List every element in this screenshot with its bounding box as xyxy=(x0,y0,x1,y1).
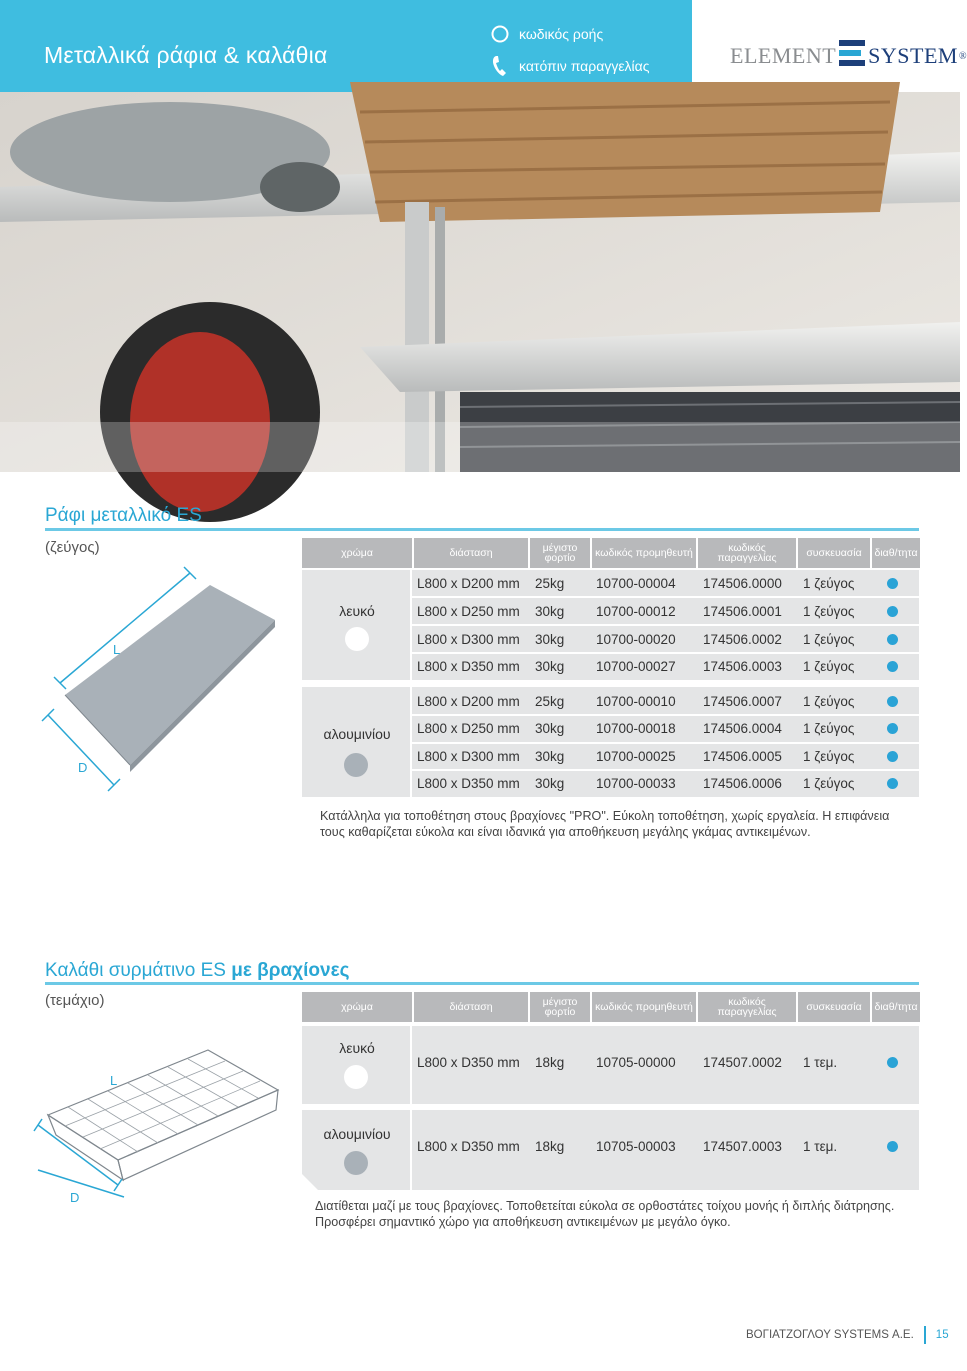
brand-left-text: ELEMENT xyxy=(730,43,837,68)
availability-dot-icon xyxy=(872,1141,912,1152)
hero-photo xyxy=(0,92,960,472)
basket-section-rule xyxy=(45,982,919,985)
cell-packaging: 1 ζεύγος xyxy=(803,603,855,619)
color-label-aluminium: αλουμινίου xyxy=(323,726,391,742)
col-dimension: διάσταση xyxy=(414,538,528,568)
col-order-code: κωδικός παραγγελίας xyxy=(698,992,796,1022)
page-footer xyxy=(746,1326,949,1344)
shelf-table-header xyxy=(302,538,922,568)
color-label-white: λευκό xyxy=(339,1040,375,1056)
cell-load: 30kg xyxy=(535,720,565,736)
basket-drawing xyxy=(28,1035,288,1220)
basket-description-line: Προσφέρει σημαντικό χώρο για αποθήκευση αντικειμένων με μεγάλο όγκο. xyxy=(315,1215,731,1229)
cell-supplier-code: 10700-00012 xyxy=(596,603,676,619)
shelf-section-rule xyxy=(45,528,919,531)
cell-order-code: 174507.0003 xyxy=(703,1138,782,1154)
cell-supplier-code: 10700-00004 xyxy=(596,575,676,591)
dimension-label-l: L xyxy=(113,642,121,657)
legend-label: κωδικός ροής xyxy=(519,26,604,42)
color-swatch-white xyxy=(345,627,369,651)
cell-load: 25kg xyxy=(535,693,565,709)
table-row xyxy=(412,1049,912,1075)
dimension-label-d: D xyxy=(70,1190,80,1205)
basket-description-line: Διατίθεται μαζί με τους βραχίονες. Τοποθετείται εύκολα σε ορθοστάτες τοίχου μονής ή διπλής διάτρησης. xyxy=(315,1199,895,1213)
basket-section-title xyxy=(45,960,350,982)
cell-dimension: L800 x D200 mm xyxy=(417,575,520,591)
col-max-load: μέγιστο φορτίο xyxy=(530,992,590,1022)
table-row xyxy=(412,1133,912,1159)
cell-load: 30kg xyxy=(535,631,565,647)
cell-supplier-code: 10700-00025 xyxy=(596,748,676,764)
brand-mark-icon xyxy=(839,38,865,74)
table-row xyxy=(412,598,912,624)
basket-unit-note: (τεμάχιο) xyxy=(45,992,105,1009)
table-row xyxy=(412,688,912,714)
cell-dimension: L800 x D250 mm xyxy=(417,720,520,736)
cell-supplier-code: 10700-00027 xyxy=(596,658,676,674)
cell-supplier-code: 10700-00020 xyxy=(596,631,676,647)
cell-packaging: 1 τεμ. xyxy=(803,1054,838,1070)
cell-packaging: 1 ζεύγος xyxy=(803,720,855,736)
shelf-unit-note: (ζεύγος) xyxy=(45,539,100,556)
cell-dimension: L800 x D350 mm xyxy=(417,775,520,791)
cell-load: 30kg xyxy=(535,775,565,791)
availability-dot-icon xyxy=(872,661,912,672)
cell-dimension: L800 x D250 mm xyxy=(417,603,520,619)
table-row xyxy=(412,715,912,741)
basket-description xyxy=(315,1198,915,1230)
availability-dot-icon xyxy=(872,634,912,645)
color-swatch-white xyxy=(344,1065,368,1089)
shelf-drawing xyxy=(30,565,290,800)
cell-order-code: 174506.0003 xyxy=(703,658,782,674)
dimension-label-d: D xyxy=(78,760,88,775)
cell-supplier-code: 10705-00003 xyxy=(596,1138,676,1154)
cell-packaging: 1 ζεύγος xyxy=(803,658,855,674)
cell-packaging: 1 ζεύγος xyxy=(803,693,855,709)
cell-load: 18kg xyxy=(535,1054,565,1070)
table-row xyxy=(412,653,912,679)
col-max-load: μέγιστο φορτίο xyxy=(530,538,590,568)
availability-dot-icon xyxy=(872,578,912,589)
shelf-description xyxy=(320,808,920,840)
cell-load: 30kg xyxy=(535,603,565,619)
cell-packaging: 1 ζεύγος xyxy=(803,775,855,791)
cell-dimension: L800 x D350 mm xyxy=(417,1138,520,1154)
basket-title-plain: Καλάθι συρμάτινο ES xyxy=(45,960,232,981)
col-supplier-code: κωδικός προμηθευτή xyxy=(592,992,696,1022)
cell-order-code: 174506.0006 xyxy=(703,775,782,791)
col-dimension: διάσταση xyxy=(414,992,528,1022)
brand-registered: ® xyxy=(958,50,967,62)
legend-on-order xyxy=(490,54,650,78)
cell-supplier-code: 10700-00010 xyxy=(596,693,676,709)
basket-title-bold: με βραχίονες xyxy=(231,960,350,981)
cell-order-code: 174506.0004 xyxy=(703,720,782,736)
cell-supplier-code: 10705-00000 xyxy=(596,1054,676,1070)
table-row xyxy=(412,570,912,596)
cell-packaging: 1 τεμ. xyxy=(803,1138,838,1154)
color-label-white: λευκό xyxy=(339,603,375,619)
legend-label: κατόπιν παραγγελίας xyxy=(519,58,650,74)
cell-dimension: L800 x D300 mm xyxy=(417,631,520,647)
availability-dot-icon xyxy=(872,778,912,789)
color-label-aluminium: αλουμινίου xyxy=(323,1126,391,1142)
dimension-label-l: L xyxy=(110,1073,118,1088)
cell-order-code: 174506.0000 xyxy=(703,575,782,591)
availability-dot-icon xyxy=(872,723,912,734)
page-number: 15 xyxy=(924,1326,949,1344)
cell-load: 18kg xyxy=(535,1138,565,1154)
cell-order-code: 174506.0005 xyxy=(703,748,782,764)
col-color: χρώμα xyxy=(302,538,412,568)
col-availability: διαθ/τητα xyxy=(872,538,920,568)
availability-dot-icon xyxy=(872,1057,912,1068)
col-supplier-code: κωδικός προμηθευτή xyxy=(592,538,696,568)
cell-dimension: L800 x D350 mm xyxy=(417,1054,520,1070)
circle-outline-icon xyxy=(490,22,510,46)
availability-dot-icon xyxy=(872,606,912,617)
cell-load: 25kg xyxy=(535,575,565,591)
cell-order-code: 174506.0001 xyxy=(703,603,782,619)
col-order-code: κωδικός παραγγελίας xyxy=(698,538,796,568)
cell-dimension: L800 x D200 mm xyxy=(417,693,520,709)
shelf-description-line: τους καθαρίζεται εύκολα και είναι ιδανικά για αποθήκευση μεγάλης γκάμας αντικειμένων. xyxy=(320,825,811,839)
phone-icon xyxy=(490,54,510,78)
cell-supplier-code: 10700-00018 xyxy=(596,720,676,736)
cell-order-code: 174506.0002 xyxy=(703,631,782,647)
cell-supplier-code: 10700-00033 xyxy=(596,775,676,791)
cell-load: 30kg xyxy=(535,748,565,764)
brand-logo xyxy=(730,38,967,74)
cell-dimension: L800 x D350 mm xyxy=(417,658,520,674)
color-swatch-aluminium xyxy=(344,753,368,777)
footer-company: ΒΟΓΙΑΤΖΟΓΛΟΥ SYSTEMS Α.Ε. xyxy=(746,1329,914,1341)
availability-dot-icon xyxy=(872,751,912,762)
table-row xyxy=(412,743,912,769)
col-packaging: συσκευασία xyxy=(798,538,870,568)
shelf-description-line: Κατάλληλα για τοποθέτηση στους βραχίονες "PRO". Εύκολη τοποθέτηση, χωρίς εργαλεία. Η επιφάνεια xyxy=(320,809,890,823)
cell-order-code: 174506.0007 xyxy=(703,693,782,709)
cell-packaging: 1 ζεύγος xyxy=(803,575,855,591)
page-title: Μεταλλικά ράφια & καλάθια xyxy=(44,42,328,68)
col-packaging: συσκευασία xyxy=(798,992,870,1022)
color-swatch-aluminium xyxy=(344,1151,368,1175)
availability-dot-icon xyxy=(872,696,912,707)
cell-packaging: 1 ζεύγος xyxy=(803,631,855,647)
brand-right-text: SYSTEM xyxy=(868,43,958,68)
table-row xyxy=(412,770,912,796)
legend-stock-code xyxy=(490,22,603,46)
cell-packaging: 1 ζεύγος xyxy=(803,748,855,764)
table-row xyxy=(412,626,912,652)
basket-table-header xyxy=(302,992,922,1022)
cell-dimension: L800 x D300 mm xyxy=(417,748,520,764)
shelf-section-title: Ράφι μεταλλικό ES xyxy=(45,505,202,526)
cell-load: 30kg xyxy=(535,658,565,674)
col-availability: διαθ/τητα xyxy=(872,992,920,1022)
cell-order-code: 174507.0002 xyxy=(703,1054,782,1070)
col-color: χρώμα xyxy=(302,992,412,1022)
